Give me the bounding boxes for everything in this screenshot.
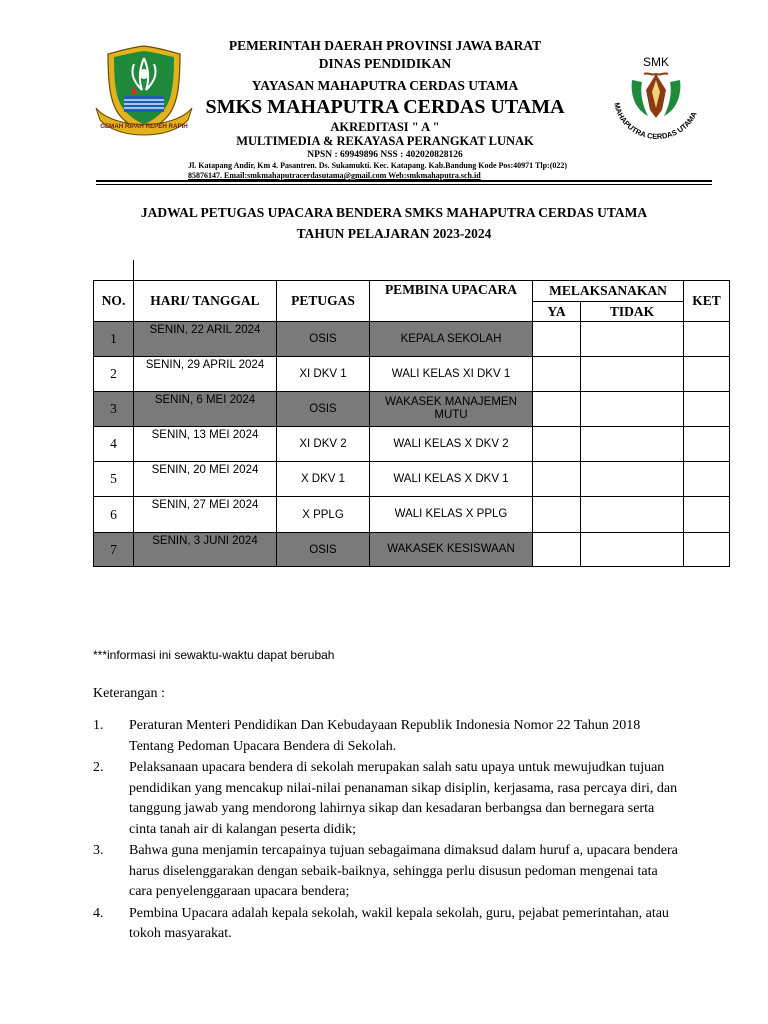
note-text: Peraturan Menteri Pendidikan Dan Kebudayaan Republik Indonesia Nomor 22 Tahun 2018 Tentang Pedoman Upacara Bendera di Sekolah.	[129, 718, 641, 754]
row-yes-check	[533, 392, 581, 427]
header-no: NO.	[94, 281, 134, 322]
header-supervisor: PEMBINA UPACARA	[370, 281, 533, 322]
table-row	[94, 497, 730, 533]
row-supervisor: WAKASEK MANAJEMEN MUTU	[370, 392, 533, 427]
row-supervisor: WALI KELAS X PPLG	[370, 497, 533, 533]
notes-list	[93, 716, 683, 946]
row-note	[684, 497, 730, 533]
row-supervisor: KEPALA SEKOLAH	[370, 322, 533, 357]
table-row	[94, 427, 730, 462]
row-date: SENIN, 13 MEI 2024	[134, 427, 277, 462]
row-date: SENIN, 3 JUNI 2024	[134, 533, 277, 567]
row-officer: XI DKV 1	[277, 357, 370, 392]
row-not-done-check	[581, 392, 684, 427]
table-row	[94, 392, 730, 427]
row-yes-check	[533, 322, 581, 357]
table-row	[94, 322, 730, 357]
table-row	[94, 533, 730, 567]
row-no: 6	[94, 497, 134, 533]
row-note	[684, 392, 730, 427]
school-logo-ring-text: MAHAPUTRA CERDAS UTAMA	[612, 101, 699, 142]
row-no: 2	[94, 357, 134, 392]
kop-address-line1: Jl. Katapang Andir, Km 4. Pasantren. Ds. Sukamukti. Kec. Katapang. Kab.Bandung Kode Pos:40971 Tlp:(022)	[188, 161, 568, 170]
kop-school-name: SMKS MAHAPUTRA CERDAS UTAMA	[205, 96, 565, 118]
row-date: SENIN, 22 ARIL 2024	[134, 322, 277, 357]
note-text: Bahwa guna menjamin tercapainya tujuan sebagaimana dimaksud dalam huruf a, upacara bendera harus diselenggarakan dengan sebaik-baiknya, sehingga perlu disusun pedoman mengenai tata cara penyelenggaraan upacara bendera;	[129, 843, 678, 899]
header-note: KET	[684, 281, 730, 322]
table-row	[94, 462, 730, 497]
row-yes-check	[533, 357, 581, 392]
table-row	[94, 357, 730, 392]
schedule-table	[93, 280, 730, 567]
table-column-marker	[133, 260, 134, 280]
row-officer: X DKV 1	[277, 462, 370, 497]
row-yes-check	[533, 462, 581, 497]
kop-address-line2: 85876147. Email:smkmahaputracerdasutama@gmail.com Web:smkmahaputra.sch.id	[188, 171, 481, 180]
note-item	[93, 716, 683, 757]
kop-programs: MULTIMEDIA & REKAYASA PERANGKAT LUNAK	[236, 134, 534, 148]
row-not-done-check	[581, 497, 684, 533]
row-supervisor: WAKASEK KESISWAAN	[370, 533, 533, 567]
row-not-done-check	[581, 357, 684, 392]
note-number: 1.	[93, 718, 104, 733]
school-logo	[604, 52, 714, 148]
kop-divider-thick	[96, 180, 712, 182]
note-number: 2.	[93, 760, 104, 775]
kop-divider-thin	[96, 184, 712, 185]
note-item	[93, 841, 683, 903]
row-officer: OSIS	[277, 533, 370, 567]
info-note: ***informasi ini sewaktu-waktu dapat berubah	[93, 648, 335, 662]
province-emblem-logo	[94, 44, 194, 140]
header-not-done: TIDAK	[581, 302, 684, 322]
row-officer: OSIS	[277, 322, 370, 357]
header-officer: PETUGAS	[277, 281, 370, 322]
header-date: HARI/ TANGGAL	[134, 281, 277, 322]
document-title: JADWAL PETUGAS UPACARA BENDERA SMKS MAHAPUTRA CERDAS UTAMA	[140, 205, 648, 220]
note-number: 4.	[93, 905, 104, 921]
row-yes-check	[533, 533, 581, 567]
emblem-motto: GEMAH RIPAH REPEH RAPIH	[100, 123, 188, 130]
schedule-body	[94, 322, 730, 567]
row-date: SENIN, 6 MEI 2024	[134, 392, 277, 427]
row-note	[684, 533, 730, 567]
row-supervisor: WALI KELAS X DKV 2	[370, 427, 533, 462]
keterangan-label: Keterangan :	[93, 686, 165, 701]
row-not-done-check	[581, 533, 684, 567]
row-no: 3	[94, 392, 134, 427]
school-logo-smk-text: SMK	[642, 55, 670, 69]
row-yes-check	[533, 427, 581, 462]
row-not-done-check	[581, 462, 684, 497]
row-officer: X PPLG	[277, 497, 370, 533]
row-date: SENIN, 29 APRIL 2024	[134, 357, 277, 392]
note-text: Pelaksanaan upacara bendera di sekolah merupakan salah satu upaya untuk mewujudkan tujuan pendidikan yang mencakup nilai-nilai penanaman sikap disiplin, kerjasama, rasa percaya diri, dan tanggung jawab yang mendorong lahirnya sikap dan kesadaran berbangsa dan bernegara serta cinta tanah air di kalangan peserta didik;	[129, 760, 678, 837]
header-done: MELAKSANAKAN	[533, 281, 684, 302]
note-text: Pembina Upacara adalah kepala sekolah, wakil kepala sekolah, guru, pejabat pemerintahan, atau tokoh masyarakat.	[129, 905, 669, 941]
row-date: SENIN, 20 MEI 2024	[134, 462, 277, 497]
kop-government: PEMERINTAH DAERAH PROVINSI JAWA BARAT	[228, 38, 542, 53]
row-not-done-check	[581, 322, 684, 357]
note-number: 3.	[93, 843, 104, 858]
kop-foundation: YAYASAN MAHAPUTRA CERDAS UTAMA	[251, 78, 519, 93]
kop-accreditation: AKREDITASI " A "	[330, 120, 440, 134]
row-no: 1	[94, 322, 134, 357]
row-officer: XI DKV 2	[277, 427, 370, 462]
row-not-done-check	[581, 427, 684, 462]
row-no: 7	[94, 533, 134, 567]
row-note	[684, 357, 730, 392]
row-yes-check	[533, 497, 581, 533]
row-no: 4	[94, 427, 134, 462]
header-yes: YA	[533, 302, 581, 322]
note-item	[93, 904, 683, 945]
row-supervisor: WALI KELAS X DKV 1	[370, 462, 533, 497]
row-officer: OSIS	[277, 392, 370, 427]
kop-address	[188, 161, 658, 181]
row-note	[684, 462, 730, 497]
row-no: 5	[94, 462, 134, 497]
row-date: SENIN, 27 MEI 2024	[134, 497, 277, 533]
row-supervisor: WALI KELAS XI DKV 1	[370, 357, 533, 392]
kop-department: DINAS PENDIDIKAN	[318, 56, 452, 71]
row-note	[684, 427, 730, 462]
note-item	[93, 758, 683, 840]
row-note	[684, 322, 730, 357]
document-subtitle: TAHUN PELAJARAN 2023-2024	[296, 226, 492, 241]
kop-school-ids: NPSN : 69949896 NSS : 402020828126	[307, 150, 463, 160]
